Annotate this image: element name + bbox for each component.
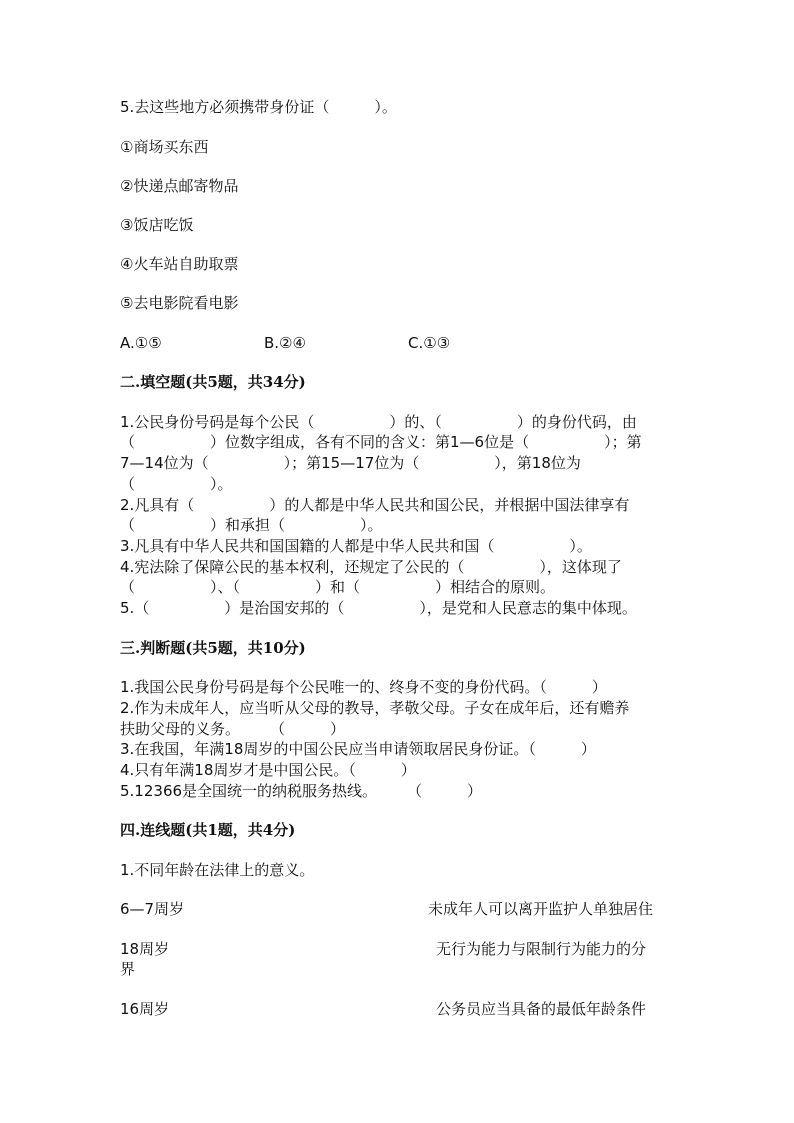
q5-item-2: ②快递点邮寄物品 [120, 177, 239, 195]
fill-line: （ ）、（ ）和（ ）相结合的原则。 [120, 578, 556, 596]
fill-line: 7—14位为（ ）；第15—17位为（ ），第18位为 [120, 454, 581, 472]
judge-line: 1.我国公民身份号码是每个公民唯一的、终身不变的身份代码。（ ） [120, 678, 607, 696]
fill-line: 4.宪法除了保障公民的基本权利，还规定了公民的（ ），这体现了 [120, 558, 622, 576]
section-fill-heading: 二.填空题(共5题，共34分) [120, 373, 306, 391]
judge-line: 扶助父母的义务。 （ ） [120, 720, 346, 738]
judge-line: 4.只有年满18周岁才是中国公民。（ ） [120, 761, 416, 779]
q5-item-3: ③饭店吃饭 [120, 216, 194, 234]
match-left-item: 6—7周岁 [120, 900, 185, 918]
q5-option-b: B.②④ [264, 334, 306, 352]
match-left-item: 16周岁 [120, 1000, 170, 1018]
match-right-item: 公务员应当具备的最低年龄条件 [436, 1000, 647, 1018]
q5-option-c: C.①③ [408, 334, 451, 352]
fill-line: 3.凡具有中华人民共和国国籍的人都是中华人民共和国（ ）。 [120, 537, 592, 555]
q5-item-4: ④火车站自助取票 [120, 255, 239, 273]
fill-line: （ ）和承担（ ）。 [120, 516, 383, 534]
q5-option-a: A.①⑤ [120, 334, 162, 352]
match-right-item: 未成年人可以离开监护人单独居住 [428, 900, 654, 918]
match-left-item: 18周岁 [120, 940, 170, 958]
q5-item-1: ①商场买东西 [120, 138, 209, 156]
fill-line: 2.凡具有（ ）的人都是中华人民共和国公民，并根据中国法律享有 [120, 496, 630, 514]
section-match-heading: 四.连线题(共1题，共4分) [120, 821, 296, 839]
match-wrap-text: 界 [120, 960, 136, 978]
q5-item-5: ⑤去电影院看电影 [120, 294, 239, 312]
q5-stem: 5.去这些地方必须携带身份证（ ）。 [120, 98, 397, 116]
judge-line: 3.在我国，年满18周岁的中国公民应当申请领取居民身份证。（ ） [120, 740, 596, 758]
match-right-item: 无行为能力与限制行为能力的分 [436, 940, 647, 958]
fill-line: 5.（ ）是治国安邦的（ ），是党和人民意志的集中体现。 [120, 599, 637, 617]
judge-line: 2.作为未成年人，应当听从父母的教导，孝敬父母。子女在成年后，还有赡养 [120, 699, 630, 717]
fill-line: （ ）位数字组成，各有不同的含义：第1—6位是（ ）；第 [120, 433, 642, 451]
section-judge-heading: 三.判断题(共5题，共10分) [120, 639, 306, 657]
judge-line: 5.12366是全国统一的纳税服务热线。 （ ） [120, 782, 483, 800]
fill-line: 1.公民身份号码是每个公民（ ）的、（ ）的身份代码，由 [120, 413, 637, 431]
match-stem: 1.不同年龄在法律上的意义。 [120, 861, 315, 879]
fill-line: （ ）。 [120, 475, 233, 493]
